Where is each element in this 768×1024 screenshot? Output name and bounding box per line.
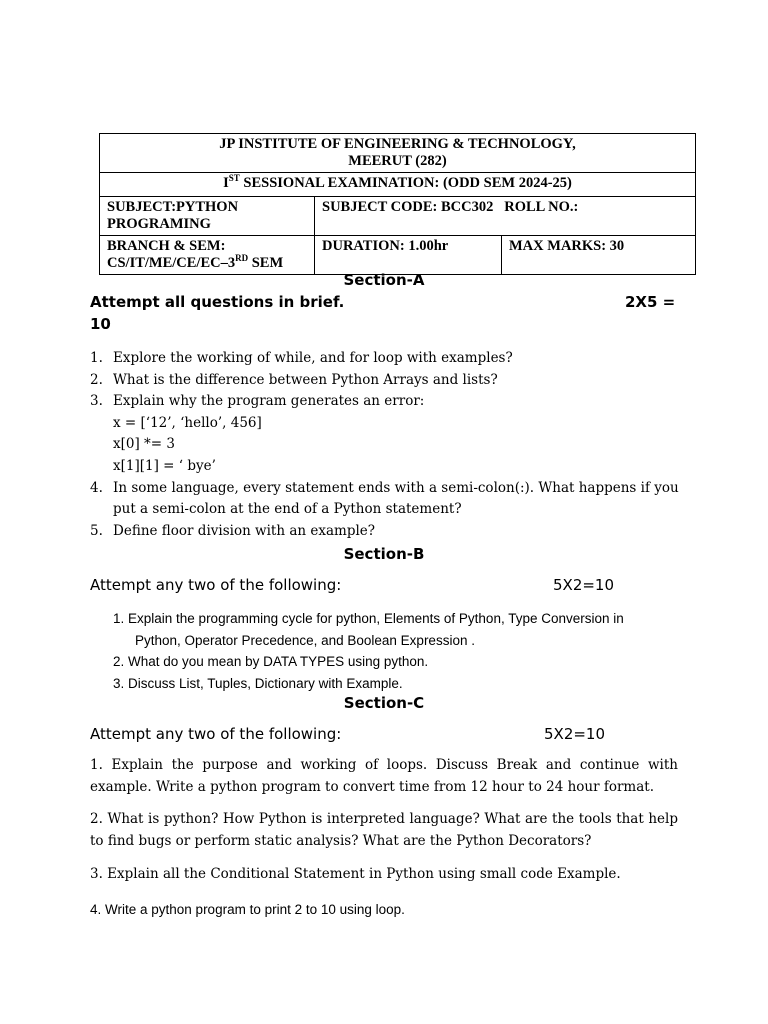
list-item	[113, 651, 673, 673]
section-c-question-1: 1. Explain the purpose and working of loops. Discuss Break and continue with example. Write a python program to convert time from 12 hour to 24 hour format.	[90, 757, 678, 795]
section-c-instruction-block	[90, 725, 690, 743]
section-a-marks: 2X5 =	[625, 293, 676, 311]
section-a-instruction-block	[90, 291, 680, 335]
header-table	[99, 133, 696, 275]
question-text: Explore the working of while, and for loop with examples?	[113, 350, 513, 366]
list-item	[90, 521, 690, 543]
section-b-instruction: Attempt any two of the following:	[90, 576, 342, 594]
section-c-question-2: 2. What is python? How Python is interpreted language? What are the tools that help to find bugs or perform static analysis? What are the Python Decorators?	[90, 811, 678, 849]
exam-title-cell	[100, 173, 696, 197]
question-number: 3.	[90, 393, 103, 410]
question-text: 2. What do you mean by DATA TYPES using python.	[113, 654, 429, 670]
section-a-questions	[90, 348, 690, 542]
question-text: 3. Discuss List, Tuples, Dictionary with Example.	[113, 675, 403, 691]
section-a-title: Section-A	[343, 271, 425, 289]
section-c-marks: 5X2=10	[544, 725, 606, 743]
question-text: Explain why the program generates an error:	[113, 393, 425, 410]
exam-sup: ST	[228, 173, 240, 183]
code-line: x = [‘12’, ‘hello’, 456]	[113, 414, 262, 431]
branch-label: BRANCH & SEM:	[107, 238, 226, 254]
institute-location: MEERUT (282)	[348, 153, 447, 169]
section-a-marks-total: 10	[90, 315, 111, 333]
branch-sup: RD	[235, 253, 249, 263]
list-item	[113, 608, 673, 651]
branch-suffix: SEM	[248, 255, 284, 271]
institute-cell	[100, 134, 696, 173]
institute-name: JP INSTITUTE OF ENGINEERING & TECHNOLOGY,	[219, 136, 576, 152]
subject-code-cell	[315, 197, 696, 236]
section-c-question-3: 3. Explain all the Conditional Statement in Python using small code Example.	[90, 866, 621, 882]
question-text: In some language, every statement ends with a semi-colon(:). What happens if you put a semi-colon at the end of a Python statement?	[113, 479, 679, 518]
section-a-instruction: Attempt all questions in brief.	[90, 293, 345, 311]
exam-title: SESSIONAL EXAMINATION: (ODD SEM 2024-25)	[239, 175, 572, 191]
duration-cell	[315, 236, 502, 275]
roll-no: ROLL NO.:	[504, 199, 579, 215]
section-c-title: Section-C	[343, 694, 425, 712]
section-c-instruction: Attempt any two of the following:	[90, 725, 342, 743]
question-text-continued: Python, Operator Precedence, and Boolean Expression .	[135, 632, 475, 648]
branch-cell	[100, 236, 315, 275]
exam-prefix: I	[223, 175, 229, 191]
duration: DURATION: 1.00hr	[322, 238, 449, 254]
section-c-question-4: 4. Write a python program to print 2 to 10 using loop.	[90, 902, 405, 917]
question-number: 1.	[90, 350, 103, 366]
list-item	[90, 391, 690, 477]
subject-label: SUBJECT:PYTHON	[107, 199, 239, 215]
question-text: What is the difference between Python Arrays and lists?	[113, 371, 498, 388]
subject-cell	[100, 197, 315, 236]
subject-code: SUBJECT CODE: BCC302	[322, 199, 494, 215]
section-b-title: Section-B	[343, 545, 425, 563]
section-b-instruction-block	[90, 576, 690, 594]
subject-name: PROGRAMING	[107, 216, 211, 232]
max-marks-cell	[502, 236, 696, 275]
question-number: 2.	[90, 371, 103, 388]
section-b-marks: 5X2=10	[553, 576, 615, 594]
question-text: 1. Explain the programming cycle for python, Elements of Python, Type Conversion in	[113, 611, 624, 626]
list-item	[113, 673, 673, 695]
section-b-questions	[113, 608, 673, 694]
question-number: 4.	[90, 479, 103, 496]
list-item	[90, 370, 690, 392]
code-line: x[0] *= 3	[113, 436, 175, 453]
branch-value	[107, 255, 307, 272]
question-number: 5.	[90, 522, 103, 539]
code-line: x[1][1] = ‘ bye’	[113, 457, 216, 474]
list-item	[90, 348, 690, 370]
question-text: Define floor division with an example?	[113, 522, 376, 539]
list-item	[90, 478, 690, 521]
max-marks: MAX MARKS: 30	[509, 238, 625, 254]
branch-prefix: CS/IT/ME/CE/EC–3	[107, 255, 236, 271]
